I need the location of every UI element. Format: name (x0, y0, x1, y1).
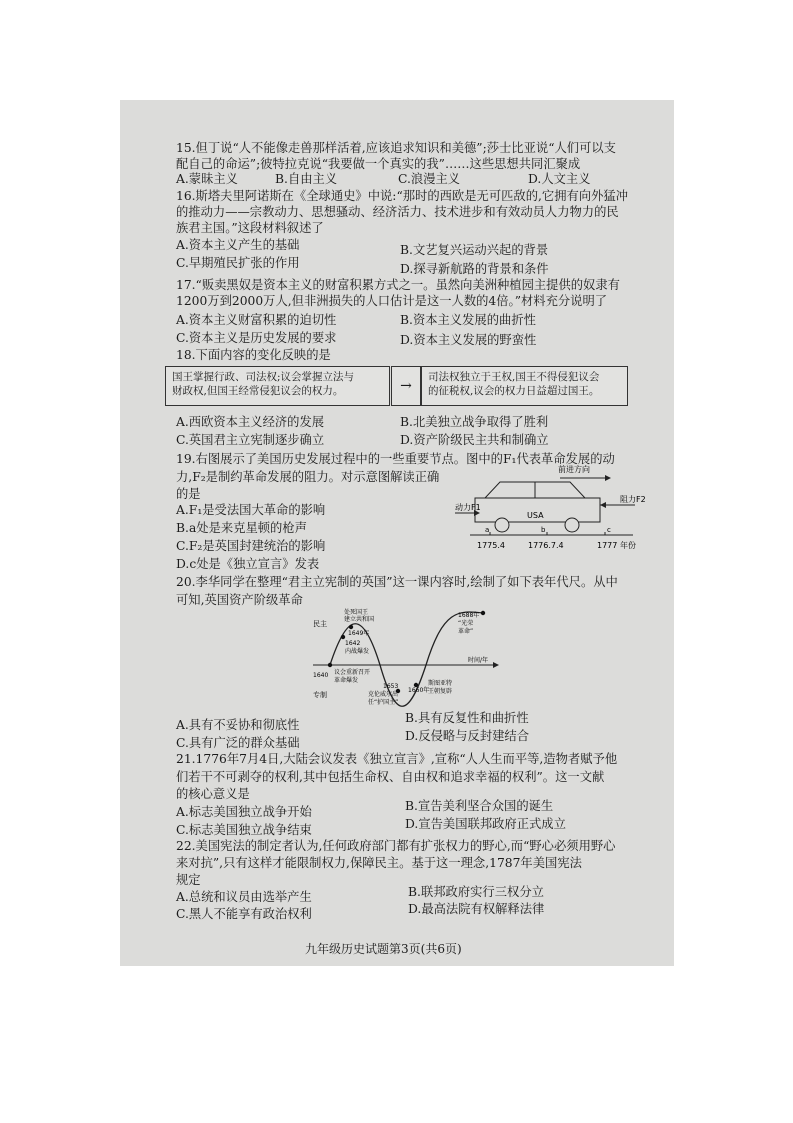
q22-option-d: D.最高法院有权解释法律 (408, 902, 545, 916)
q19-option-c: C.F₂是英国封建统治的影响 (176, 539, 326, 553)
q19-year-label: 年份 (620, 541, 636, 550)
q16-option-a: A.资本主义产生的基础 (176, 238, 300, 252)
q16-option-b: B.文艺复兴运动兴起的背景 (400, 243, 549, 257)
q19-f2-arrowhead-icon (600, 502, 606, 508)
q19-f2-label: 阻力F2 (620, 495, 646, 504)
q20-timeline-wave (308, 605, 508, 710)
q17-option-b: B.资本主义发展的曲折性 (400, 313, 536, 327)
q20-event-1642: 1642 (345, 640, 361, 647)
q18-option-d: D.资产阶级民主共和制确立 (400, 433, 549, 447)
q21-stem-line1: 21.1776年7月4日,大陆会议发表《独立宣言》,宣称“人人生而平等,造物者赋予他 (176, 752, 618, 766)
q19-stem-line1: 19.右图展示了美国历史发展过程中的一些重要节点。图中的F₁代表革命发展的动 (176, 452, 615, 466)
q21-stem-line3: 的核心意义是 (176, 787, 250, 801)
q19-point-a: a (485, 526, 490, 534)
q20-event-1653: 1653 (383, 683, 399, 690)
exam-page (120, 100, 674, 966)
q15-option-d: D.人文主义 (528, 172, 591, 186)
q18-arrow-box (391, 366, 421, 406)
q20-event-1649: 1649年 (348, 630, 370, 637)
q17-option-d: D.资本主义发展的野蛮性 (400, 333, 537, 347)
q22-option-b: B.联邦政府实行三权分立 (408, 885, 544, 899)
q20-event-execute-king: 处死国王 (344, 609, 369, 616)
q20-event-1688: 1688年 (458, 612, 480, 619)
q19-direction-arrowhead-icon (605, 475, 611, 481)
q20-event-protector: 任“护国主” (368, 699, 399, 706)
page-footer: 九年级历史试题第3页(共6页) (305, 942, 462, 956)
q16-stem-line3: 族君主国。”这段材料叙述了 (176, 221, 324, 235)
q20-stem-line1: 20.李华同学在整理“君主立宪制的英国”这一课内容时,绘制了如下表年代尺。从中 (176, 575, 618, 589)
q17-stem-line1: 17.“贩卖黑奴是资本主义的财富积累方式之一。虽然向美洲种植园主提供的奴隶有 (176, 278, 620, 292)
q20-event-revolution: 革命爆发 (334, 677, 359, 684)
q19-f1-label: 动力F1 (455, 503, 481, 512)
q16-option-d: D.探寻新航路的背景和条件 (400, 262, 549, 276)
q19-car-diagram (455, 460, 655, 555)
q19-stem-line3: 的是 (176, 487, 201, 501)
q15-option-a: A.蒙昧主义 (176, 172, 238, 186)
q19-point-c: c (607, 526, 611, 534)
q20-event-revolution-1688: 革命” (458, 628, 474, 635)
q20-event-cromwell: 克伦威尔出 (368, 691, 399, 698)
q18-box-before-line2: 财政权,但国王经常侵犯议会的权力。 (172, 385, 344, 397)
q15-option-c: C.浪漫主义 (398, 172, 461, 186)
q20-event-civil-war: 内战爆发 (345, 648, 370, 655)
right-arrow-icon: → (400, 378, 412, 394)
q19-option-b: B.a处是来克星顿的枪声 (176, 521, 307, 535)
q18-stem: 18.下面内容的变化反映的是 (176, 348, 331, 362)
q20-event-glorious: “光荣 (458, 620, 474, 627)
q15-stem-line2: 配自己的命运”;彼特拉克说“我要做一个真实的我”……这些思想共同汇聚成 (176, 157, 581, 171)
q22-option-a: A.总统和议员由选举产生 (176, 890, 312, 904)
q20-event-1660: 1660年 (408, 687, 430, 694)
q20-option-a: A.具有不妥协和彻底性 (176, 718, 300, 732)
q17-stem-line2: 1200万到2000万人,但非洲损失的人口估计是这一人数的4倍。”材料充分说明了 (176, 294, 608, 308)
q19-option-d: D.c处是《独立宣言》发表 (176, 557, 320, 571)
q16-stem-line1: 16.斯塔夫里阿诺斯在《全球通史》中说:“那时的西欧是无可匹敌的,它拥有向外猛冲 (176, 189, 628, 203)
q20-point-1688 (481, 611, 485, 615)
q21-option-c: C.标志美国独立战争结束 (176, 823, 312, 837)
q19-car-wheel-left (495, 518, 509, 532)
q22-stem-line1: 22.美国宪法的制定者认为,任何政府部门都有扩张权力的野心,而“野心必须用野心 (176, 839, 616, 853)
q17-option-a: A.资本主义财富积累的迫切性 (176, 313, 337, 327)
q20-democracy-label: 民主 (313, 620, 327, 628)
q15-option-b: B.自由主义 (275, 172, 338, 186)
q17-option-c: C.资本主义是历史发展的要求 (176, 331, 337, 345)
q20-autocracy-label: 专制 (313, 691, 327, 699)
q20-point-1642 (341, 635, 345, 639)
q22-option-c: C.黑人不能享有政治权利 (176, 907, 312, 921)
q20-point-1649 (349, 625, 353, 629)
q20-event-republic: 建立共和国 (344, 616, 375, 623)
q18-option-c: C.英国君主立宪制逐步确立 (176, 433, 325, 447)
q19-time-2: 1776.7.4 (528, 541, 564, 550)
q19-stem-line2: 力,F₂是制约革命发展的阻力。对示意图解读正确 (176, 470, 440, 484)
q19-time-1: 1775.4 (477, 541, 505, 550)
q19-time-3: 1777 (597, 541, 618, 550)
q19-usa-label: USA (527, 511, 544, 520)
q16-stem-line2: 的推动力——宗教动力、思想骚动、经济活力、技术进步和有效动员人力物力的民 (176, 205, 619, 219)
q18-box-before (165, 366, 390, 406)
q20-axis-label: 时间/年 (468, 657, 489, 664)
q21-option-b: B.宣告美利坚合众国的诞生 (405, 799, 554, 813)
q20-option-d: D.反侵略与反封建结合 (405, 729, 530, 743)
q20-event-parliament: 议会重新召开 (334, 669, 371, 676)
q19-point-b: b (541, 526, 546, 534)
q20-point-1640 (328, 663, 332, 667)
q16-option-c: C.早期殖民扩张的作用 (176, 256, 300, 270)
q18-option-b: B.北美独立战争取得了胜利 (400, 415, 549, 429)
q18-box-after-line1: 司法权独立于王权,国王不得侵犯议会 (428, 371, 600, 383)
q20-stem-line2: 可知,英国资产阶级革命 (176, 593, 303, 607)
q20-option-b: B.具有反复性和曲折性 (405, 711, 529, 725)
q19-direction-label: 前进方向 (558, 465, 590, 474)
q22-stem-line3: 规定 (176, 873, 201, 887)
q20-year-1640: 1640 (313, 672, 329, 679)
q21-stem-line2: 们若干不可剥夺的权利,其中包括生命权、自由权和追求幸福的权利”。这一文献 (176, 770, 605, 784)
q22-stem-line2: 来对抗”,只有这样才能限制权力,保障民主。基于这一理念,1787年美国宪法 (176, 856, 582, 870)
q18-option-a: A.西欧资本主义经济的发展 (176, 415, 325, 429)
q18-box-after (421, 366, 628, 406)
q21-option-d: D.宣告美国联邦政府正式成立 (405, 817, 566, 831)
q15-stem-line1: 15.但丁说“人不能像走兽那样活着,应该追求知识和美德”;莎士比亚说“人们可以支 (176, 141, 616, 155)
q20-event-stuart: 斯图亚特 (428, 680, 453, 687)
q19-car-wheel-right (565, 518, 579, 532)
q18-box-before-line1: 国王掌握行政、司法权;议会掌握立法与 (172, 371, 355, 383)
q20-option-c: C.具有广泛的群众基础 (176, 736, 300, 750)
q18-box-after-line2: 的征税权,议会的权力日益超过国王。 (428, 385, 600, 397)
q21-option-a: A.标志美国独立战争开始 (176, 805, 312, 819)
q19-option-a: A.F₁是受法国大革命的影响 (176, 503, 326, 517)
q20-axis-arrowhead-icon (493, 662, 499, 668)
q20-event-restoration: 王朝复辟 (428, 688, 453, 695)
